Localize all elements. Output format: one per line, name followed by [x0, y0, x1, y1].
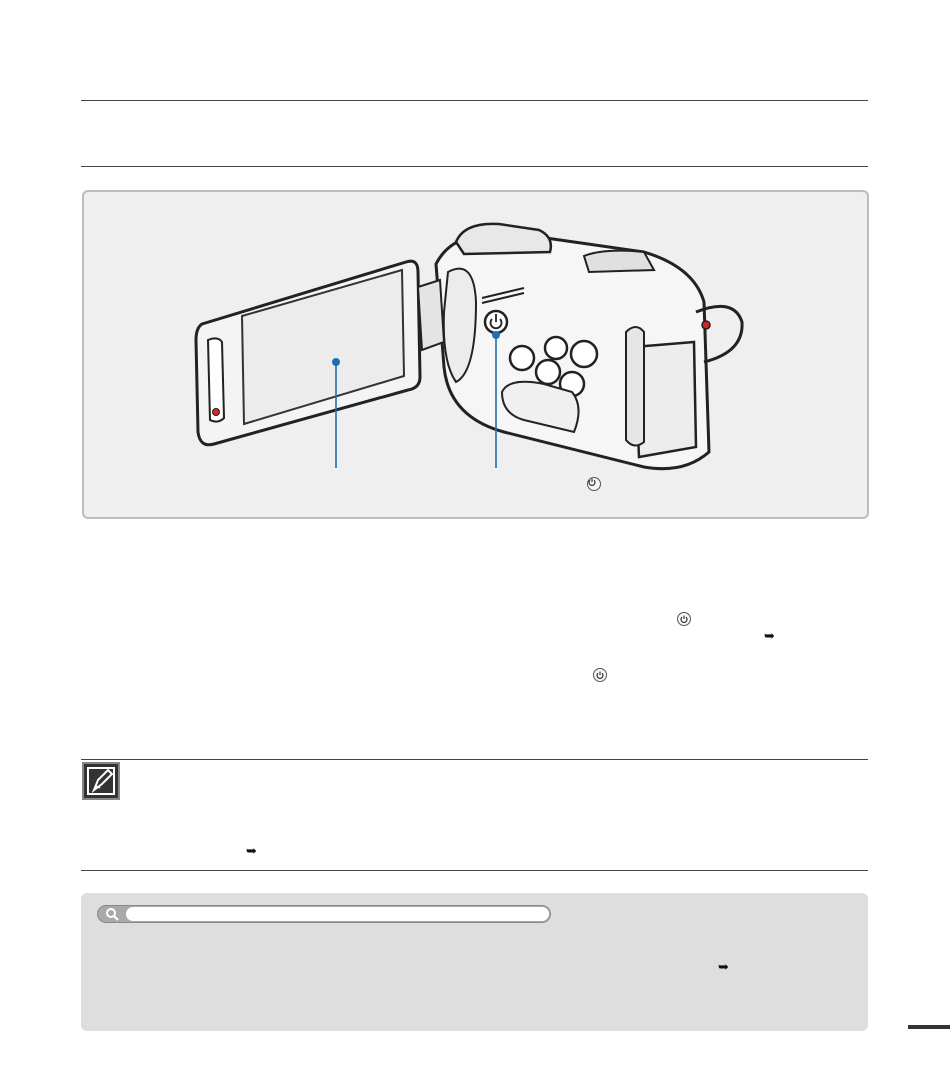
- lcd-screen: [242, 270, 404, 424]
- note-top-rule: [81, 759, 868, 760]
- magnifier-icon: [104, 907, 122, 921]
- lcd-hinge: [418, 280, 444, 350]
- card-slot-cover: [626, 327, 644, 446]
- lcd-zoom-buttons: [208, 338, 224, 421]
- power-icon: [587, 477, 601, 491]
- header-top-rule: [81, 100, 868, 101]
- note-bottom-rule: [81, 870, 868, 871]
- camcorder-figure: [82, 190, 869, 519]
- power-icon: [677, 612, 691, 626]
- camcorder-illustration: [84, 192, 867, 517]
- right-arrow-icon: ➥: [764, 629, 775, 644]
- right-arrow-icon: ➥: [718, 960, 729, 975]
- tip-search-field: [126, 907, 549, 921]
- zoom-lever: [584, 251, 654, 272]
- record-button-rear: [702, 321, 710, 329]
- page-number-tab: [908, 1025, 950, 1029]
- note-pencil-icon: [82, 762, 120, 800]
- header-bottom-rule: [81, 166, 868, 167]
- right-arrow-icon: ➥: [246, 844, 257, 859]
- power-icon: [593, 668, 607, 682]
- camera-top-grip: [456, 224, 551, 254]
